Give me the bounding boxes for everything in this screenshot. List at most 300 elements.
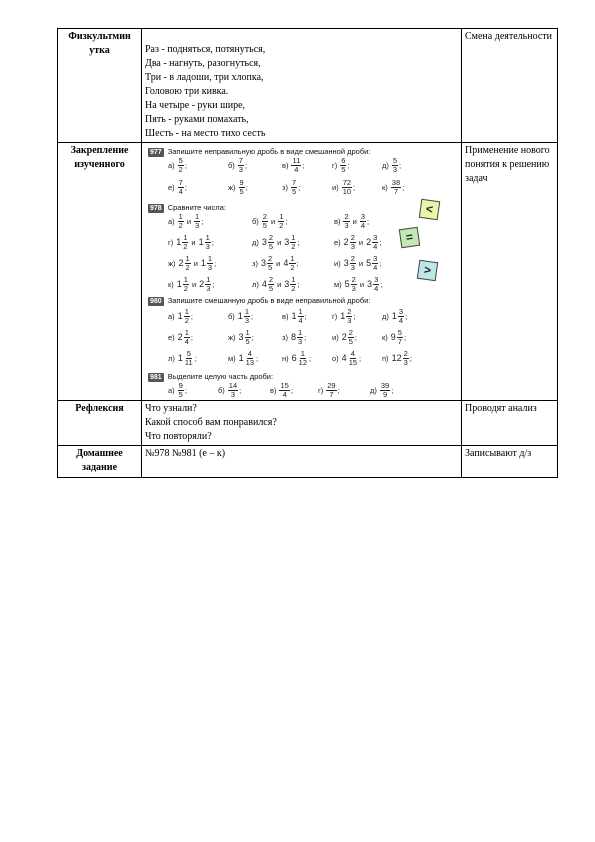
item-label: к) bbox=[382, 333, 388, 342]
mixed-number bbox=[178, 213, 184, 230]
whole-part: 2 bbox=[178, 258, 184, 268]
punctuation: ; bbox=[354, 333, 357, 342]
denominator: 13 bbox=[245, 358, 255, 367]
whole-part: 2 bbox=[343, 237, 349, 247]
exercise-item bbox=[218, 382, 241, 399]
exercise-header bbox=[148, 296, 370, 306]
mixed-number bbox=[176, 234, 188, 251]
denominator: 3 bbox=[238, 165, 243, 174]
lesson-plan-table bbox=[57, 28, 558, 478]
denominator: 5 bbox=[348, 337, 353, 346]
mixed-number bbox=[178, 382, 184, 399]
exercise-item bbox=[228, 329, 254, 346]
numerator: 1 bbox=[244, 307, 249, 316]
item-label: б) bbox=[228, 312, 235, 321]
punctuation: ; bbox=[402, 183, 405, 192]
exercise-item bbox=[334, 234, 381, 251]
whole-part: 1 bbox=[198, 237, 204, 247]
whole-part: 6 bbox=[291, 353, 297, 363]
item-label: е) bbox=[168, 333, 175, 342]
fraction bbox=[268, 276, 274, 293]
numerator: 7 bbox=[238, 156, 243, 165]
denominator: 3 bbox=[195, 221, 200, 230]
stage-label: Физкультмин утка bbox=[68, 31, 131, 56]
item-label: в) bbox=[270, 386, 277, 395]
mixed-number bbox=[291, 308, 303, 325]
item-label: б) bbox=[228, 161, 235, 170]
numerator: 2 bbox=[267, 254, 273, 263]
denominator: 2 bbox=[183, 284, 188, 293]
exercise-item bbox=[282, 350, 311, 367]
fraction bbox=[184, 308, 190, 325]
exercise-item bbox=[334, 213, 369, 230]
mixed-number bbox=[177, 276, 189, 293]
numerator: 1 bbox=[279, 212, 284, 221]
numerator: 1 bbox=[206, 275, 211, 284]
conjunction: и bbox=[186, 217, 192, 226]
mixed-number bbox=[178, 308, 190, 325]
mixed-number bbox=[343, 213, 349, 230]
mixed-number bbox=[284, 234, 296, 251]
item-label: к) bbox=[168, 280, 174, 289]
exercise-item bbox=[228, 157, 247, 174]
denominator: 2 bbox=[279, 221, 284, 230]
punctuation: ; bbox=[290, 386, 293, 395]
denominator: 3 bbox=[244, 316, 249, 325]
mixed-number bbox=[342, 350, 358, 367]
denominator: 3 bbox=[347, 316, 352, 325]
numerator: 1 bbox=[297, 328, 303, 337]
conjunction: и bbox=[191, 280, 197, 289]
mixed-number bbox=[239, 329, 251, 346]
conjunction: и bbox=[276, 259, 281, 268]
item-label: ж) bbox=[228, 183, 236, 192]
mixed-number bbox=[380, 382, 390, 399]
whole-part: 3 bbox=[260, 258, 266, 268]
mixed-number bbox=[178, 157, 184, 174]
whole-part: 3 bbox=[343, 258, 349, 268]
punctuation: ; bbox=[190, 312, 193, 321]
mixed-number bbox=[199, 234, 211, 251]
exercise-item bbox=[282, 329, 306, 346]
whole-part: 1 bbox=[200, 258, 206, 268]
whole-part: 9 bbox=[390, 332, 396, 342]
conjunction: и bbox=[358, 238, 364, 247]
item-label: п) bbox=[382, 354, 389, 363]
numerator: 3 bbox=[373, 254, 378, 263]
exercise-item bbox=[382, 157, 401, 174]
fraction bbox=[267, 255, 273, 272]
fraction bbox=[343, 213, 349, 230]
whole-part: 3 bbox=[238, 332, 244, 342]
exercise-item bbox=[370, 382, 393, 399]
numerator: 1 bbox=[290, 254, 295, 263]
numerator: 1 bbox=[298, 307, 303, 316]
fraction bbox=[350, 234, 356, 251]
exercise-item bbox=[332, 350, 361, 367]
conjunction: и bbox=[191, 238, 196, 247]
numerator: 1 bbox=[183, 275, 188, 284]
exercise-item bbox=[382, 308, 407, 325]
numerator: 1 bbox=[207, 254, 213, 263]
stage-label: Рефлексия bbox=[75, 403, 124, 414]
mixed-number bbox=[391, 329, 403, 346]
item-label: л) bbox=[168, 354, 175, 363]
numerator: 1 bbox=[195, 212, 200, 221]
exercise-header bbox=[148, 372, 273, 382]
mixed-number bbox=[366, 234, 378, 251]
comparison-sign-card: = bbox=[399, 227, 420, 248]
punctuation: ; bbox=[367, 217, 370, 226]
stage-cell bbox=[58, 446, 142, 478]
denominator: 5 bbox=[291, 187, 297, 196]
punctuation: ; bbox=[359, 354, 362, 363]
denominator: 5 bbox=[341, 165, 346, 174]
numerator: 1 bbox=[245, 328, 250, 337]
content-cell bbox=[142, 29, 462, 143]
punctuation: ; bbox=[337, 386, 340, 395]
text-line: Какой способ вам понравился? bbox=[145, 417, 277, 428]
mixed-number bbox=[179, 255, 191, 272]
punctuation: ; bbox=[380, 280, 383, 289]
fraction bbox=[326, 382, 336, 399]
exercise-item bbox=[228, 350, 258, 367]
whole-part: 1 bbox=[177, 353, 183, 363]
denominator: 2 bbox=[291, 242, 296, 251]
fraction bbox=[244, 308, 250, 325]
whole-part: 4 bbox=[341, 353, 347, 363]
denominator: 5 bbox=[239, 187, 244, 196]
denominator: 5 bbox=[262, 221, 267, 230]
exercise-item bbox=[168, 179, 187, 196]
punctuation: ; bbox=[309, 354, 312, 363]
whole-part: 1 bbox=[291, 311, 297, 321]
item-label: в) bbox=[282, 161, 289, 170]
fraction bbox=[184, 350, 194, 367]
numerator: 29 bbox=[327, 381, 336, 390]
exercise-item bbox=[168, 255, 216, 272]
fraction bbox=[291, 179, 297, 196]
text-line: Что повторяли? bbox=[145, 431, 212, 442]
conjunction: и bbox=[359, 280, 365, 289]
fraction bbox=[178, 382, 184, 399]
conjunction: и bbox=[352, 217, 357, 226]
item-label: л) bbox=[252, 280, 259, 289]
punctuation: ; bbox=[184, 183, 187, 192]
whole-part: 4 bbox=[261, 279, 267, 289]
text-line: Пять - руками помахать, bbox=[145, 114, 249, 125]
exercise-item bbox=[168, 213, 203, 230]
denominator: 4 bbox=[360, 221, 366, 230]
mixed-number bbox=[340, 308, 352, 325]
item-label: з) bbox=[282, 333, 288, 342]
mixed-number bbox=[178, 329, 190, 346]
conjunction: и bbox=[270, 217, 276, 226]
fraction bbox=[245, 329, 251, 346]
fraction bbox=[398, 308, 404, 325]
exercise-item bbox=[282, 179, 300, 196]
fraction bbox=[346, 308, 352, 325]
fraction bbox=[238, 157, 244, 174]
denominator: 4 bbox=[178, 187, 183, 196]
punctuation: ; bbox=[391, 386, 394, 395]
mixed-number bbox=[178, 179, 184, 196]
whole-part: 1 bbox=[340, 311, 346, 321]
item-label: и) bbox=[332, 183, 339, 192]
item-label: г) bbox=[168, 238, 174, 247]
fraction bbox=[351, 276, 357, 293]
fraction bbox=[391, 179, 401, 196]
numerator: 4 bbox=[247, 349, 252, 358]
table-row bbox=[58, 29, 558, 143]
numerator: 2 bbox=[350, 233, 355, 242]
mixed-number bbox=[284, 276, 296, 293]
exercise-item bbox=[168, 308, 193, 325]
mixed-number bbox=[391, 179, 401, 196]
whole-part: 2 bbox=[341, 332, 347, 342]
textbook-excerpt bbox=[142, 143, 461, 400]
numerator: 1 bbox=[184, 307, 189, 316]
activity-cell bbox=[462, 446, 558, 478]
denominator: 10 bbox=[342, 187, 352, 196]
mixed-number bbox=[340, 157, 346, 174]
mixed-number bbox=[291, 329, 303, 346]
denominator: 5 bbox=[268, 284, 274, 293]
numerator: 3 bbox=[373, 233, 378, 242]
item-label: ж) bbox=[168, 259, 176, 268]
mixed-number bbox=[261, 255, 273, 272]
denominator: 3 bbox=[350, 263, 355, 272]
punctuation: ; bbox=[211, 238, 214, 247]
denominator: 2 bbox=[290, 263, 295, 272]
item-label: е) bbox=[334, 238, 341, 247]
fraction bbox=[360, 213, 366, 230]
punctuation: ; bbox=[409, 354, 412, 363]
whole-part: 1 bbox=[238, 353, 244, 363]
stage-label: Закрепление изученного bbox=[70, 145, 129, 170]
fraction bbox=[298, 308, 304, 325]
mixed-number bbox=[178, 350, 194, 367]
fraction bbox=[403, 350, 409, 367]
fraction bbox=[290, 276, 296, 293]
punctuation: ; bbox=[251, 333, 254, 342]
fraction bbox=[350, 255, 356, 272]
exercise-item bbox=[168, 382, 187, 399]
table-row bbox=[58, 401, 558, 446]
mixed-number bbox=[194, 213, 200, 230]
numerator: 6 bbox=[341, 156, 346, 165]
item-label: н) bbox=[282, 354, 289, 363]
exercise-title: Сравните числа: bbox=[167, 203, 226, 212]
numerator: 2 bbox=[348, 328, 353, 337]
numerator: 2 bbox=[350, 254, 355, 263]
punctuation: ; bbox=[297, 238, 300, 247]
mixed-number bbox=[238, 157, 244, 174]
fraction bbox=[178, 157, 184, 174]
punctuation: ; bbox=[250, 312, 254, 321]
denominator: 4 bbox=[373, 263, 378, 272]
fraction bbox=[207, 255, 213, 272]
punctuation: ; bbox=[379, 259, 382, 268]
denominator: 11 bbox=[184, 358, 193, 367]
activity-label: Проводят анализ bbox=[465, 403, 537, 414]
whole-part: 5 bbox=[344, 279, 350, 289]
punctuation: ; bbox=[201, 217, 204, 226]
denominator: 2 bbox=[178, 165, 183, 174]
activity-cell bbox=[462, 401, 558, 446]
exercise-item bbox=[228, 308, 253, 325]
exercise-item bbox=[252, 234, 300, 251]
exercise-item bbox=[252, 276, 300, 293]
punctuation: ; bbox=[285, 217, 288, 226]
punctuation: ; bbox=[304, 333, 307, 342]
item-label: б) bbox=[218, 386, 225, 395]
mixed-number bbox=[262, 213, 268, 230]
denominator: 3 bbox=[403, 358, 408, 367]
fraction bbox=[205, 234, 211, 251]
item-label: м) bbox=[228, 354, 236, 363]
fraction bbox=[392, 157, 398, 174]
text-line: На четыре - руки шире, bbox=[145, 100, 246, 111]
whole-part: 1 bbox=[237, 311, 243, 321]
text-line: Что узнали? bbox=[145, 403, 197, 414]
comparison-sign-card: < bbox=[419, 199, 440, 220]
conjunction: и bbox=[193, 259, 198, 268]
punctuation: ; bbox=[399, 161, 402, 170]
item-label: и) bbox=[334, 259, 341, 268]
mixed-number bbox=[199, 276, 211, 293]
activity-label: Применение нового понятия к решению задач bbox=[465, 145, 550, 184]
whole-part: 1 bbox=[391, 311, 397, 321]
denominator: 2 bbox=[183, 242, 188, 251]
punctuation: ; bbox=[190, 333, 193, 342]
stage-cell bbox=[58, 143, 142, 401]
item-label: з) bbox=[252, 259, 258, 268]
fraction bbox=[297, 329, 303, 346]
punctuation: ; bbox=[297, 280, 300, 289]
denominator: 12 bbox=[298, 358, 307, 367]
denominator: 3 bbox=[350, 242, 355, 251]
numerator: 5 bbox=[178, 156, 183, 165]
punctuation: ; bbox=[353, 312, 356, 321]
item-label: а) bbox=[168, 217, 175, 226]
numerator: 11 bbox=[292, 156, 301, 165]
exercise-number: 981 bbox=[150, 374, 162, 381]
exercise-item bbox=[332, 329, 357, 346]
exercise-item bbox=[252, 255, 299, 272]
fraction bbox=[372, 234, 378, 251]
fraction bbox=[291, 157, 301, 174]
punctuation: ; bbox=[256, 354, 259, 363]
numerator: 2 bbox=[268, 275, 274, 284]
punctuation: ; bbox=[212, 280, 215, 289]
exercise-number: 977 bbox=[150, 149, 162, 156]
punctuation: ; bbox=[245, 183, 248, 192]
punctuation: ; bbox=[298, 183, 301, 192]
whole-part: 3 bbox=[284, 279, 290, 289]
exercise-item bbox=[168, 276, 214, 293]
exercise-item bbox=[332, 157, 350, 174]
mixed-number bbox=[278, 213, 284, 230]
text-line: Два - нагнуть, разогнуться, bbox=[145, 58, 261, 69]
item-label: б) bbox=[252, 217, 259, 226]
exercise-item bbox=[168, 157, 187, 174]
exercise-item bbox=[168, 350, 197, 367]
content-cell bbox=[142, 446, 462, 478]
denominator: 2 bbox=[184, 316, 189, 325]
comparison-sign-card: > bbox=[417, 260, 438, 281]
mixed-number bbox=[345, 276, 357, 293]
numerator: 5 bbox=[186, 349, 191, 358]
denominator: 3 bbox=[207, 263, 213, 272]
fraction bbox=[194, 213, 200, 230]
mixed-number bbox=[342, 329, 354, 346]
exercise-item bbox=[382, 179, 404, 196]
exercise-item bbox=[282, 157, 304, 174]
whole-part: 4 bbox=[283, 258, 289, 268]
whole-part: 5 bbox=[366, 258, 372, 268]
fraction bbox=[184, 329, 190, 346]
item-label: а) bbox=[168, 312, 175, 321]
fraction bbox=[289, 255, 295, 272]
mixed-number bbox=[367, 276, 379, 293]
numerator: 2 bbox=[268, 233, 274, 242]
fraction bbox=[178, 179, 184, 196]
item-label: д) bbox=[252, 238, 259, 247]
mixed-number bbox=[342, 179, 352, 196]
denominator: 3 bbox=[206, 284, 211, 293]
exercise-item bbox=[270, 382, 293, 399]
exercise-title: Запишите смешанную дробь в виде неправильной дроби: bbox=[167, 296, 371, 305]
whole-part: 2 bbox=[177, 332, 183, 342]
numerator: 1 bbox=[178, 212, 183, 221]
mixed-number bbox=[344, 234, 356, 251]
mixed-number bbox=[291, 179, 297, 196]
mixed-number bbox=[262, 276, 274, 293]
numerator: 1 bbox=[291, 233, 296, 242]
punctuation: ; bbox=[239, 386, 242, 395]
numerator: 14 bbox=[228, 381, 238, 390]
numerator: 15 bbox=[280, 381, 289, 390]
numerator: 7 bbox=[291, 178, 297, 187]
exercise-item bbox=[334, 255, 381, 272]
exercise-item bbox=[332, 179, 355, 196]
denominator: 7 bbox=[393, 187, 399, 196]
fraction bbox=[298, 350, 308, 367]
numerator: 7 bbox=[178, 178, 183, 187]
exercise-number: 980 bbox=[150, 298, 162, 305]
exercise-item bbox=[382, 329, 406, 346]
activity-label: Записывают д/з bbox=[465, 448, 532, 459]
numerator: 9 bbox=[239, 178, 244, 187]
whole-part: 3 bbox=[367, 279, 373, 289]
stage-label: Домашнее задание bbox=[76, 448, 123, 473]
fraction bbox=[380, 382, 390, 399]
mixed-number bbox=[292, 350, 308, 367]
item-label: м) bbox=[334, 280, 342, 289]
mixed-number bbox=[279, 382, 289, 399]
denominator: 3 bbox=[297, 337, 303, 346]
conjunction: и bbox=[277, 238, 282, 247]
denominator: 2 bbox=[185, 263, 190, 272]
stage-cell bbox=[58, 29, 142, 143]
item-label: а) bbox=[168, 386, 175, 395]
numerator: 2 bbox=[344, 212, 349, 221]
activity-label: Смена деятельности bbox=[465, 31, 552, 42]
item-label: г) bbox=[332, 161, 338, 170]
denominator: 5 bbox=[268, 242, 274, 251]
punctuation: ; bbox=[302, 161, 305, 170]
